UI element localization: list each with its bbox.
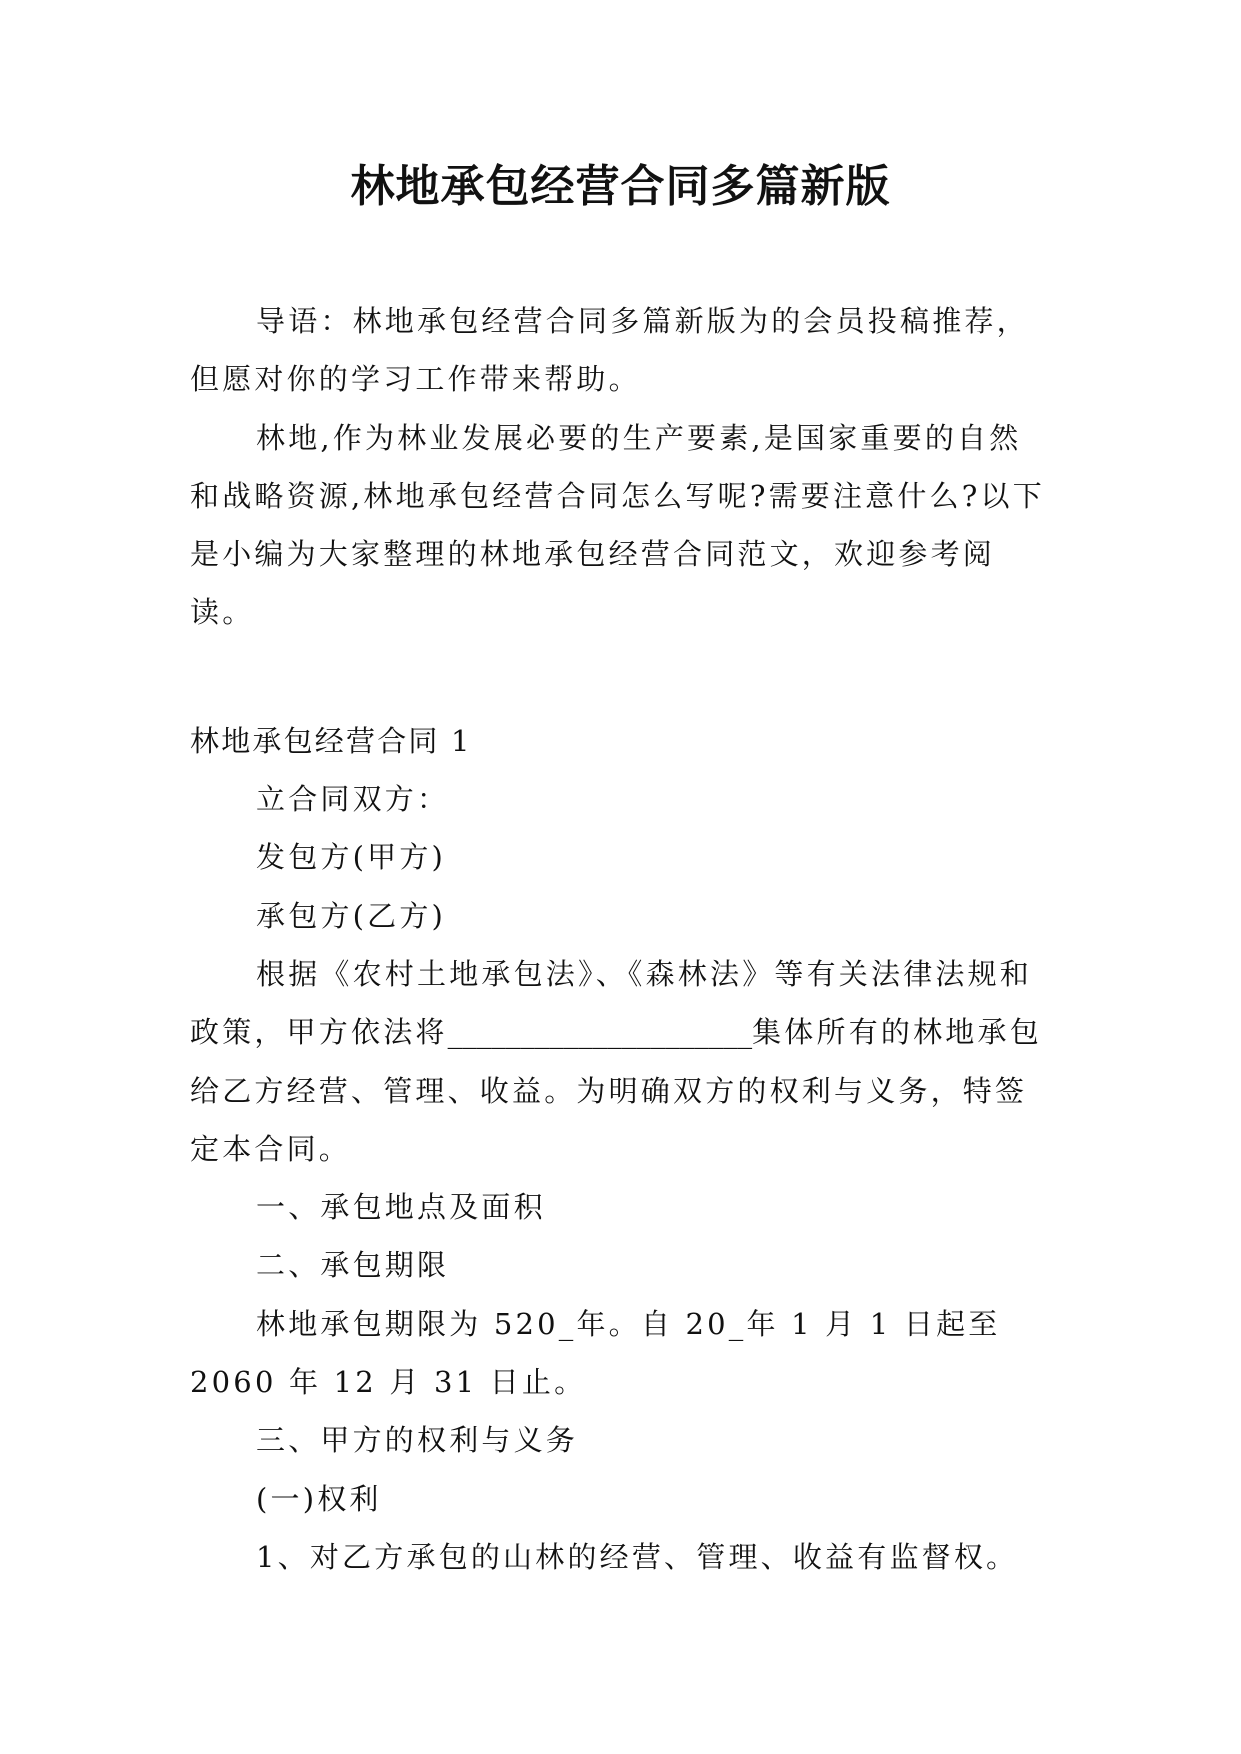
list-item: 1、对乙方承包的山林的经营、管理、收益有监督权。 (256, 1539, 1019, 1574)
basis-paragraph (190, 945, 1052, 1178)
clause-heading: 三、甲方的权利与义务 (256, 1423, 579, 1458)
term-paragraph: 林地承包期限为 520_年。自 20_年 1 月 1 日起至 2060 年 12 月 31 日止。 (190, 1306, 1001, 1400)
fill-in-blank: _____________________ (447, 1015, 753, 1050)
party-b-line: 承包方(乙方) (256, 898, 447, 933)
sub-heading: (一)权利 (256, 1481, 382, 1516)
party-a-line: 发包方(甲方) (256, 840, 447, 875)
parties-label: 立合同双方： (256, 782, 450, 817)
basis-text-before: 根据《农村土地承包法》、《森林法》等有关法律法规和政策，甲方依法将 (190, 956, 1033, 1050)
document-title: 林地承包经营合同多篇新版 (350, 161, 891, 212)
clause-heading: 一、承包地点及面积 (256, 1190, 546, 1225)
document-body (190, 292, 1052, 1586)
section-gap (190, 642, 1052, 712)
clause-heading: 二、承包期限 (256, 1248, 450, 1283)
section-heading: 林地承包经营合同 1 (190, 723, 472, 758)
intro-paragraph: 林地,作为林业发展必要的生产要素,是国家重要的自然和战略资源,林地承包经营合同怎么写呢?需要注意什么?以下是小编为大家整理的林地承包经营合同范文，欢迎参考阅读。 (190, 420, 1045, 630)
basis-text-after: 集体所有的林地承包给乙方经营、管理、收益。为明确双方的权利与义务，特签定本合同。 (190, 1015, 1042, 1166)
intro-paragraph: 导语：林地承包经营合同多篇新版为的会员投稿推荐，但愿对你的学习工作带来帮助。 (190, 304, 1029, 397)
